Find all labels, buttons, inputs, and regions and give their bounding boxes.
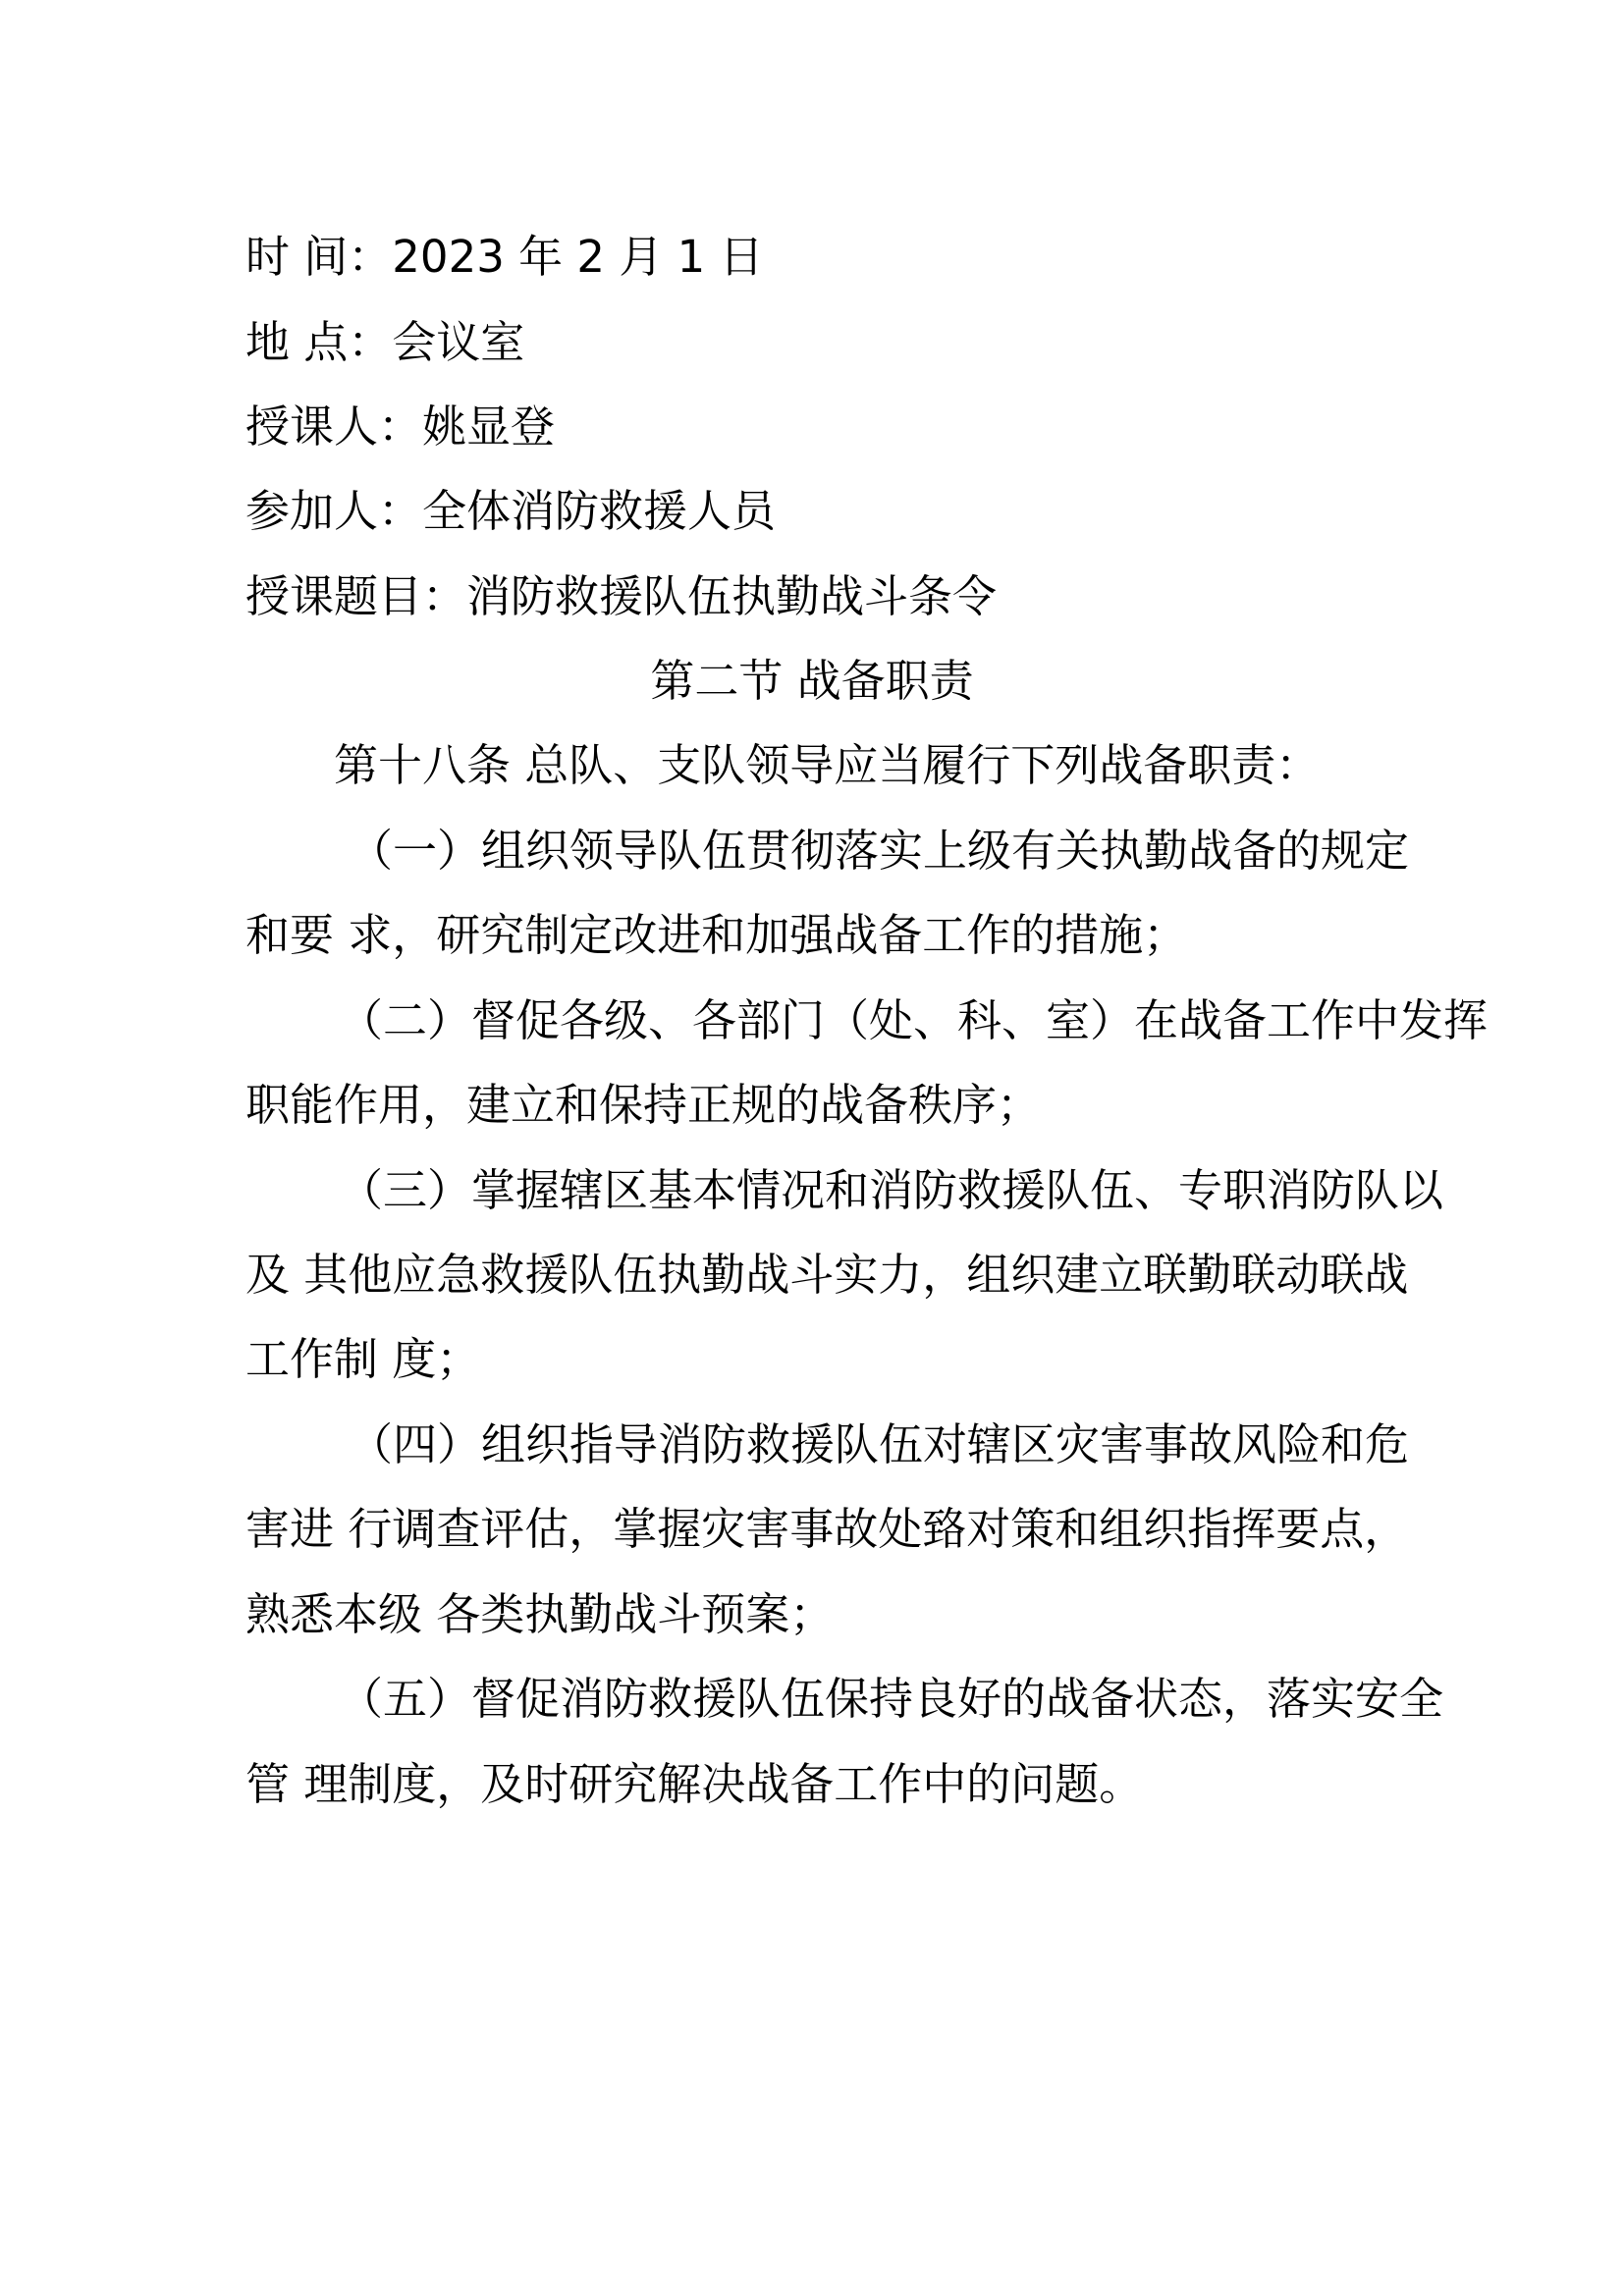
meta-lecturer: 授课人：姚显登 <box>245 400 556 453</box>
item-4-line-1: （四）组织指导消防救援队伍对辖区灾害事故风险和危 <box>349 1418 1410 1470</box>
meta-time: 时 间：2023 年 2 月 1 日 <box>245 231 764 283</box>
item-4-line-2: 害进 行调查评估，掌握灾害事故处臵对策和组织指挥要点， <box>245 1503 1409 1555</box>
article-heading: 第十八条 总队、支队领导应当履行下列战备职责： <box>334 739 1321 791</box>
item-5-line-2: 管 理制度，及时研究解决战备工作中的问题。 <box>245 1758 1144 1810</box>
item-3-line-1: （三）掌握辖区基本情况和消防救援队伍、专职消防队以 <box>339 1164 1444 1216</box>
item-5-line-1: （五）督促消防救援队伍保持良好的战备状态，落实安全 <box>339 1673 1444 1725</box>
item-1-line-1: （一）组织领导队伍贯彻落实上级有关执勤战备的规定 <box>349 825 1410 877</box>
meta-participants: 参加人：全体消防救援人员 <box>245 485 777 537</box>
item-3-line-2: 及 其他应急救援队伍执勤战斗实力，组织建立联勤联动联战 <box>245 1249 1409 1301</box>
item-2-line-2: 职能作用，建立和保持正规的战备秩序； <box>245 1079 1042 1131</box>
item-4-line-3: 熟悉本级 各类执勤战斗预案； <box>245 1588 835 1640</box>
meta-location: 地 点：会议室 <box>245 316 525 368</box>
item-3-line-3: 工作制 度； <box>245 1333 481 1385</box>
section-title: 第二节 战备职责 <box>650 655 974 707</box>
item-2-line-1: （二）督促各级、各部门（处、科、室）在战备工作中发挥 <box>339 994 1489 1046</box>
item-1-line-2: 和要 求，研究制定改进和加强战备工作的措施； <box>245 909 1188 961</box>
meta-topic: 授课题目：消防救援队伍执勤战斗条令 <box>245 570 998 622</box>
